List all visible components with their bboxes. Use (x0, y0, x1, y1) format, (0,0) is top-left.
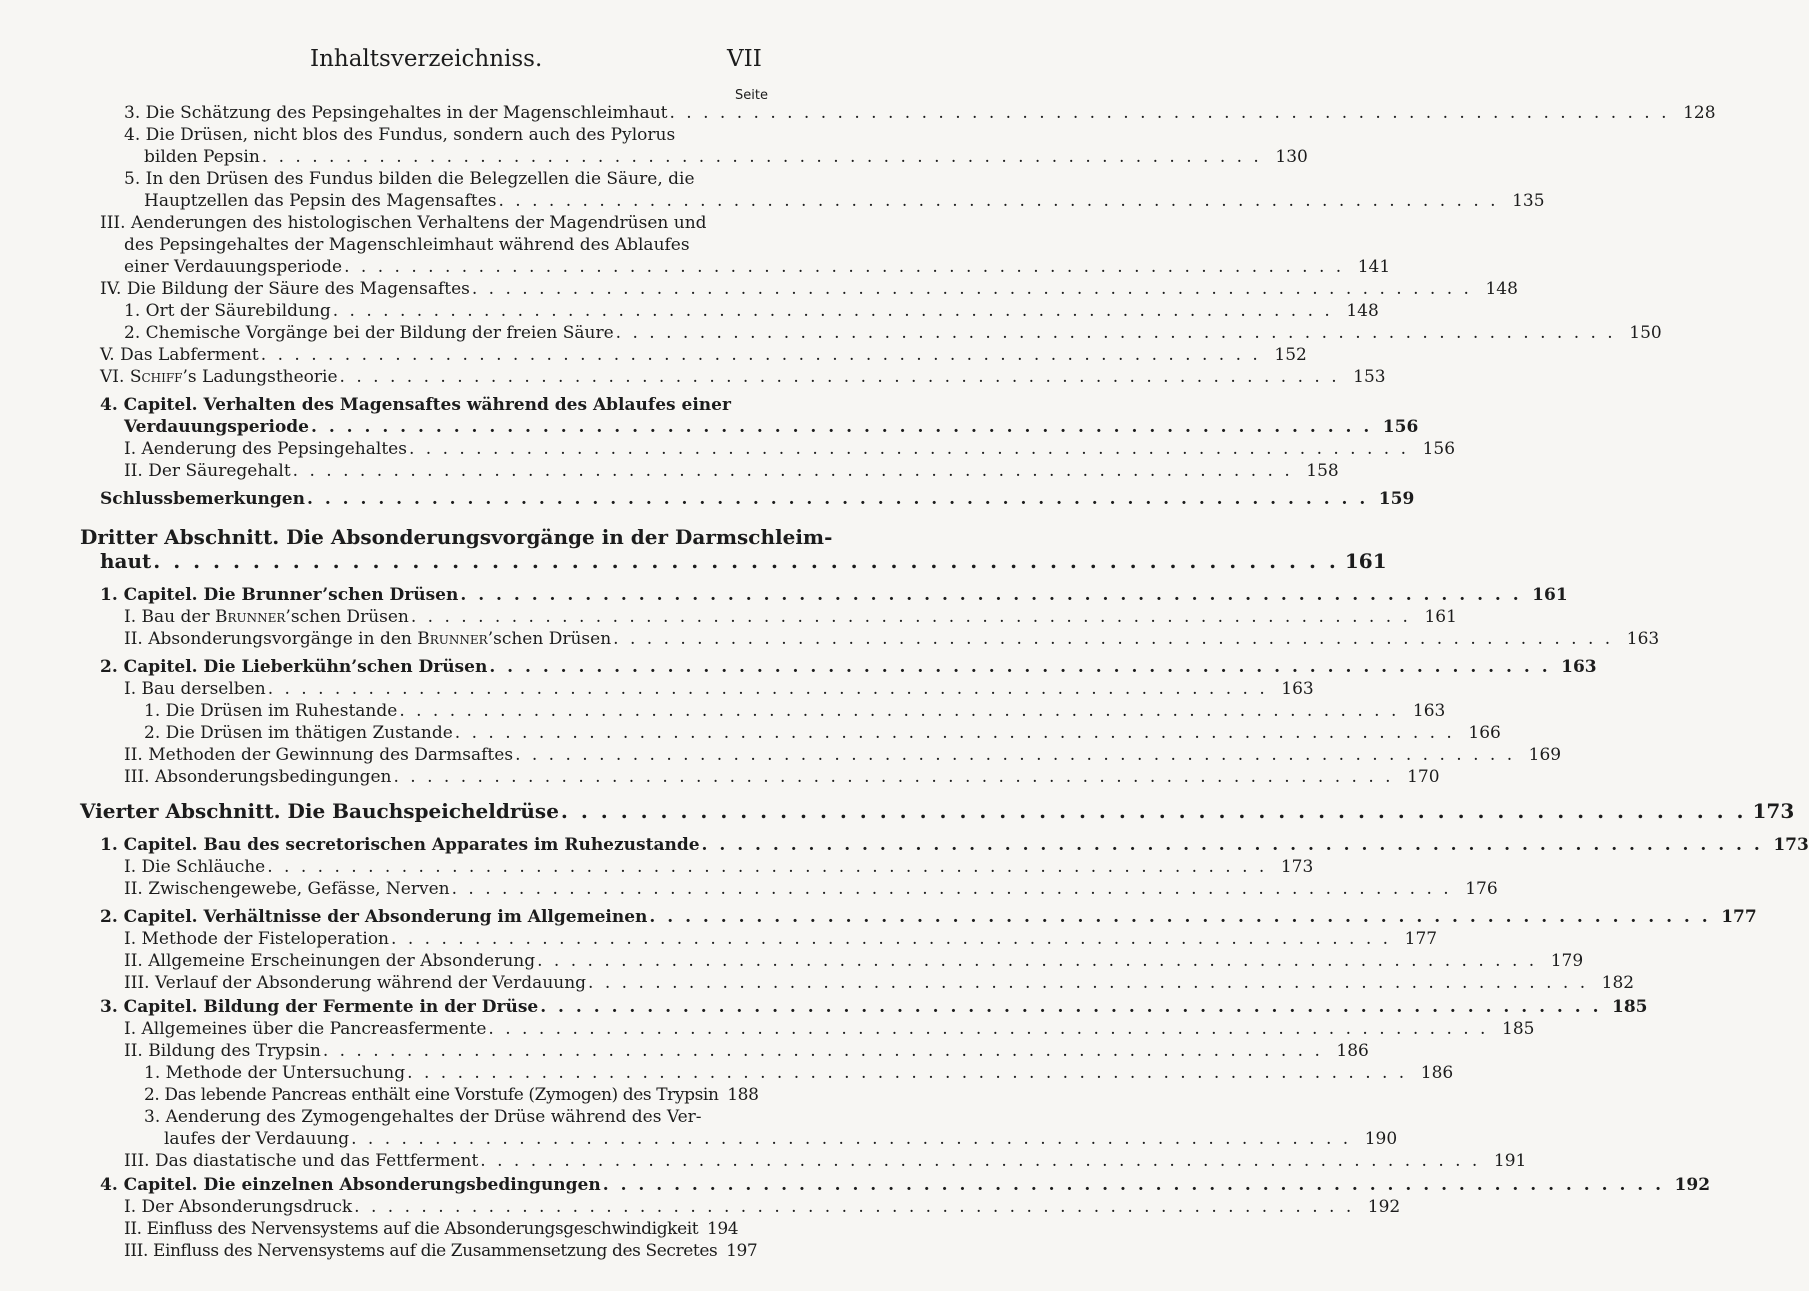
chapter-heading: 2. Capitel. Die Lieberkühn’schen Drüsen . . . 163 (100, 656, 740, 678)
toc-page: 159 (1378, 489, 1415, 509)
chapter-heading: 4. Capitel. Die einzelnen Absonderungsbedingungen . . . 192 (100, 1174, 740, 1196)
toc-entry: III. Absonderungsbedingungen . . . 170 (124, 766, 740, 788)
toc-page: 152 (1274, 345, 1307, 365)
toc-page: 166 (1468, 723, 1501, 743)
toc-page: 148 (1346, 301, 1379, 321)
running-header-title: Inhaltsverzeichniss. (310, 46, 543, 72)
toc-page: 192 (1367, 1197, 1401, 1217)
toc-page: 156 (1382, 417, 1419, 437)
toc-page: 148 (1485, 279, 1518, 299)
section-heading: Vierter Abschnitt. Die Bauchspeicheldrüse . . . 173 (80, 800, 740, 822)
toc-entry: 2. Chemische Vorgänge bei der Bildung der freien Säure . . . 150 (124, 322, 740, 344)
toc-entry: bilden Pepsin . . . 130 (144, 146, 740, 168)
toc-page: 163 (1561, 657, 1597, 677)
section-heading: Dritter Abschnitt. Die Absonderungsvorgänge in der Darmschleim- (80, 525, 833, 549)
toc-page: 177 (1404, 929, 1438, 949)
toc-page: 163 (1626, 629, 1660, 649)
toc-page: 150 (1629, 323, 1662, 343)
toc-page: 141 (1357, 257, 1391, 277)
toc-entry-line: 5. In den Drüsen des Fundus bilden die Belegzellen die Säure, die (124, 169, 695, 189)
chapter-heading: 3. Capitel. Bildung der Fermente in der Drüse . . . 185 (100, 996, 740, 1018)
chapter-heading: Verdauungsperiode . . . 156 (124, 416, 740, 438)
chapter-heading: 1. Capitel. Bau des secretorischen Apparates im Ruhezustande . . . 173 (100, 834, 740, 856)
toc-entry: 3. Die Schätzung des Pepsingehaltes in der Magenschleimhaut . . . 128 (124, 102, 740, 124)
toc-page: 194 (706, 1219, 739, 1239)
toc-page: 173 (1773, 835, 1809, 855)
toc-page: 173 (1280, 857, 1314, 877)
toc-page: 186 (1420, 1063, 1454, 1083)
toc-page: 192 (1674, 1175, 1711, 1195)
toc-page: 191 (1493, 1151, 1527, 1171)
toc-page: 128 (1683, 103, 1716, 123)
toc-entry: II. Bildung des Trypsin . . . 186 (124, 1040, 740, 1062)
toc-entry: 1. Ort der Säurebildung . . . 148 (124, 300, 740, 322)
toc-page: 130 (1275, 147, 1308, 167)
toc-entry: II. Allgemeine Erscheinungen der Absonderung . . . 179 (124, 950, 740, 972)
toc-page: 163 (1412, 701, 1446, 721)
toc-entry: I. Allgemeines über die Pancreasfermente . . . 185 (124, 1018, 740, 1040)
toc-entry: I. Die Schläuche . . . 173 (124, 856, 740, 878)
toc-entry-line: des Pepsingehaltes der Magenschleimhaut während des Ablaufes (124, 235, 690, 255)
toc-page: 156 (1422, 439, 1456, 459)
toc-entry: 1. Methode der Untersuchung . . . 186 (144, 1062, 740, 1084)
toc-page: 185 (1612, 997, 1648, 1017)
toc-entry: I. Aenderung des Pepsingehaltes . . . 156 (124, 438, 740, 460)
toc-entry: III. Das diastatische und das Fettferment . . . 191 (124, 1150, 740, 1172)
toc-page: 170 (1407, 767, 1440, 787)
chapter-heading: 2. Capitel. Verhältnisse der Absonderung im Allgemeinen . . . 177 (100, 906, 740, 928)
page-number: VII (727, 46, 762, 72)
toc-page: 158 (1306, 461, 1339, 481)
toc-entry: V. Das Labferment . . . 152 (100, 344, 740, 366)
toc-entry: 2. Die Drüsen im thätigen Zustande . . . 166 (144, 722, 740, 744)
toc-entry-line: III. Aenderungen des histologischen Verhaltens der Magendrüsen und (100, 213, 707, 233)
toc-page: 185 (1502, 1019, 1535, 1039)
toc-page: 179 (1550, 951, 1584, 971)
toc-entry: III. Verlauf der Absonderung während der Verdauung . . . 182 (124, 972, 740, 994)
toc-page: 197 (726, 1241, 758, 1261)
seite-column-label: Seite (735, 88, 768, 103)
toc-page: 135 (1512, 191, 1545, 211)
chapter-heading: 4. Capitel. Verhalten des Magensaftes während des Ablaufes einer (100, 395, 731, 415)
toc-page: 188 (727, 1085, 759, 1105)
toc-page: 173 (1752, 799, 1795, 823)
toc-page: 186 (1336, 1041, 1369, 1061)
toc-page: 161 (1532, 585, 1568, 605)
toc-entry: Hauptzellen das Pepsin des Magensaftes . . . 135 (144, 190, 740, 212)
section-heading: haut . . . 161 (100, 550, 740, 572)
toc-page: 161 (1424, 607, 1457, 627)
toc-entry: II. Einfluss des Nervensystems auf die Absonderungsgeschwindigkeit 194 (124, 1219, 739, 1239)
toc-entry: einer Verdauungsperiode . . . 141 (124, 256, 740, 278)
toc-entry: I. Methode der Fisteloperation . . . 177 (124, 928, 740, 950)
toc-entry: I. Bau der Brunner’schen Drüsen . . . 161 (124, 606, 740, 628)
toc-entry-line: 3. Aenderung des Zymogengehaltes der Drüse während des Ver- (144, 1107, 702, 1127)
toc-page: 182 (1601, 973, 1635, 993)
toc-entry: II. Zwischengewebe, Gefässe, Nerven . . . 176 (124, 878, 740, 900)
toc-entry: 2. Das lebende Pancreas enthält eine Vorstufe (Zymogen) des Trypsin 188 (144, 1085, 759, 1105)
toc-entry: IV. Die Bildung der Säure des Magensaftes . . . 148 (100, 278, 740, 300)
toc-page: 163 (1281, 679, 1314, 699)
toc-entry: II. Der Säuregehalt . . . 158 (124, 460, 740, 482)
toc-entry: I. Der Absonderungsdruck . . . 192 (124, 1196, 740, 1218)
toc-page: 176 (1465, 879, 1498, 899)
toc-page: 161 (1344, 549, 1387, 573)
chapter-heading: 1. Capitel. Die Brunner’schen Drüsen . . . 161 (100, 584, 740, 606)
toc-entry-line: 4. Die Drüsen, nicht blos des Fundus, sondern auch des Pylorus (124, 125, 676, 145)
chapter-heading: Schlussbemerkungen . . . 159 (100, 488, 740, 510)
toc-page: 177 (1721, 907, 1757, 927)
toc-page: 190 (1364, 1129, 1398, 1149)
toc-entry: II. Absonderungsvorgänge in den Brunner’schen Drüsen . . . 163 (124, 628, 740, 650)
toc-entry: laufes der Verdauung . . . 190 (164, 1128, 740, 1150)
toc-entry: I. Bau derselben . . . 163 (124, 678, 740, 700)
toc-entry: II. Methoden der Gewinnung des Darmsaftes . . . 169 (124, 744, 740, 766)
toc-entry: VI. Schiff’s Ladungstheorie . . . 153 (100, 366, 740, 388)
toc-page: 169 (1528, 745, 1562, 765)
toc-page: 153 (1353, 367, 1386, 387)
toc-entry: III. Einfluss des Nervensystems auf die Zusammensetzung des Secretes 197 (124, 1241, 758, 1261)
toc-entry: 1. Die Drüsen im Ruhestande . . . 163 (144, 700, 740, 722)
